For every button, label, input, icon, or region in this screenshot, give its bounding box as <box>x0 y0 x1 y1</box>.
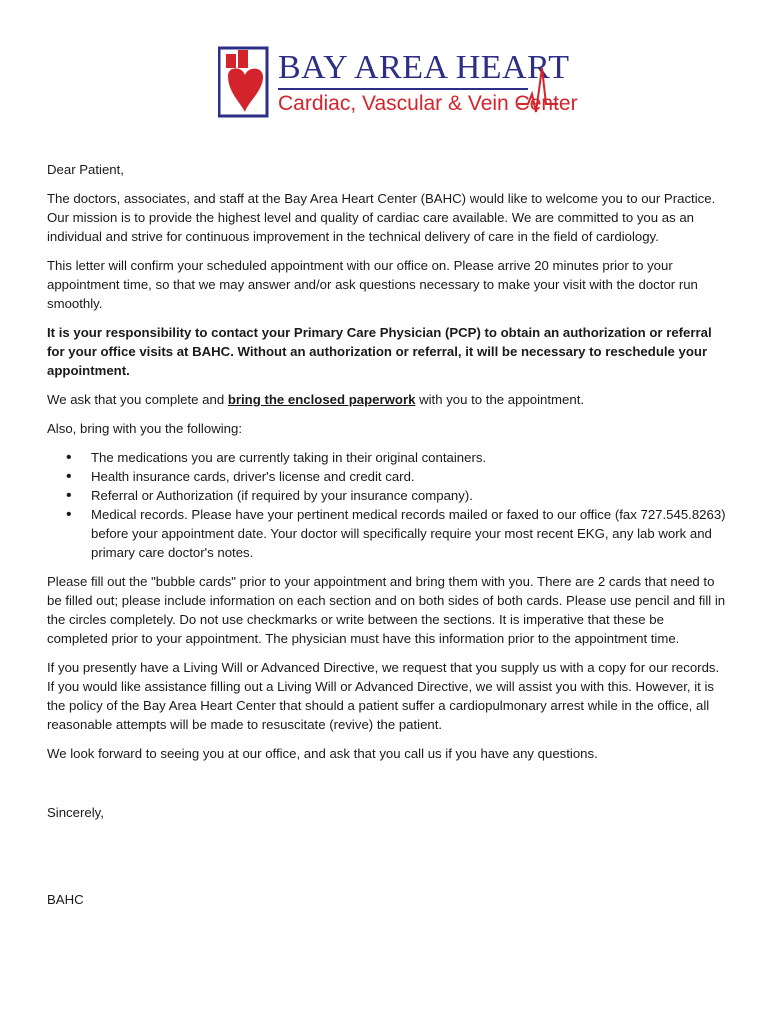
paperwork-emphasis: bring the enclosed paperwork <box>227 392 416 407</box>
paragraph-welcome: The doctors, associates, and staff at the Bay Area Heart Center (BAHC) would like to welcome you to our Practice. Our mission is to provide the highest level and quality of cardiac care available. We are committed to you as an individual and strive for continuous improvement in the technical delivery of care in the field of cardiology. <box>47 191 716 244</box>
bring-items-list <box>47 448 727 562</box>
paperwork-text-end: with you to the appointment. <box>415 392 585 407</box>
list-item: • The medications you are currently taking in their original containers. <box>47 448 727 467</box>
paragraph-closing-remark: We look forward to seeing you at our office, and ask that you call us if you have any questions. <box>47 746 598 761</box>
list-item: • Referral or Authorization (if required by your insurance company). <box>47 486 727 505</box>
welcome-letter <box>47 160 727 909</box>
salutation: Dear Patient, <box>47 162 124 177</box>
paragraph-bubble-cards: Please fill out the "bubble cards" prior to your appointment and bring them with you. There are 2 cards that need to be filled out; please include information on each section and on both sides of both cards. Please use pencil and fill in the circles completely. Do not use checkmarks or write between the sections. It is imperative that these be completed prior to your appointment. The physician must have this information prior to the appointment time. <box>47 574 726 646</box>
heart-building-icon <box>218 44 272 120</box>
ekg-line-icon <box>518 64 558 116</box>
list-item: • Medical records. Please have your pertinent medical records mailed or faxed to our office (fax 727.545.8263) before your appointment date. Your doctor will specifically require your most recent EKG, any lab work and primary care doctor's notes. <box>47 505 727 562</box>
closing: Sincerely, <box>47 805 104 820</box>
bay-area-heart-logo <box>218 44 578 120</box>
logo-title: BAY AREA HEART <box>278 49 570 86</box>
paperwork-text-start: We ask that you complete and <box>47 392 228 407</box>
signature: BAHC <box>47 892 84 907</box>
paragraph-living-will: If you presently have a Living Will or Advanced Directive, we request that you supply us with a copy for our records. If you would like assistance filling out a Living Will or Advanced Directive, we will assist you with this. However, it is the policy of the Bay Area Heart Center that should a patient suffer a cardiopulmonary arrest while in the office, all reasonable attempts will be made to resuscitate (revive) the patient. <box>47 660 720 732</box>
logo-divider <box>278 88 528 90</box>
paragraph-pcp-authorization: It is your responsibility to contact your Primary Care Physician (PCP) to obtain an authorization or referral for your office visits at BAHC. Without an authorization or referral, it will be necessary to reschedule your appointment. <box>47 325 712 378</box>
list-item: • Health insurance cards, driver's license and credit card. <box>47 467 727 486</box>
paragraph-bring-list-intro: Also, bring with you the following: <box>47 421 242 436</box>
paragraph-paperwork <box>47 390 727 409</box>
logo-subtitle: Cardiac, Vascular & Vein Center <box>278 92 578 115</box>
paragraph-appointment: This letter will confirm your scheduled appointment with our office on. Please arrive 20 minutes prior to your appointment time, so that we may answer and/or ask questions necessary to make your visit with the doctor run smoothly. <box>47 258 698 311</box>
